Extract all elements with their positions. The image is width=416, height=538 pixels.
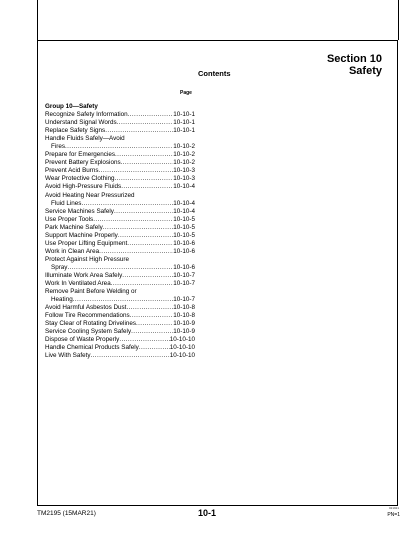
toc-entry-title: Live With Safety — [45, 352, 91, 360]
toc-entry — [45, 352, 195, 360]
toc-entry-page: 10-10-6 — [173, 263, 195, 271]
toc-entry-page: 10-10-6 — [173, 239, 195, 247]
toc-entry-title: Illuminate Work Area Safely — [45, 271, 123, 279]
toc-entry-title: Follow Tire Recommendations — [45, 312, 130, 320]
toc-leader-dots — [115, 175, 174, 183]
toc-entry: Remove Paint Before Welding or — [45, 288, 137, 296]
toc-entry-title: Wear Protective Clothing — [45, 175, 115, 183]
toc-entry — [45, 151, 195, 159]
toc-leader-dots — [115, 151, 173, 159]
top-left-rule — [37, 0, 38, 40]
toc-entry-title: Understand Signal Words — [45, 119, 117, 127]
toc-leader-dots — [130, 312, 174, 320]
toc-entry-title: Fires — [51, 143, 65, 151]
toc-entry — [45, 200, 195, 208]
footer-pn: PN=1 — [387, 512, 400, 518]
footer-code: 021921 — [388, 506, 399, 510]
footer-page-number: 10-1 — [198, 508, 217, 518]
toc-entry-title: Heating — [51, 296, 73, 304]
toc-entry — [45, 304, 195, 312]
toc-leader-dots — [99, 248, 173, 256]
toc-entry-page: 10-10-3 — [173, 167, 195, 175]
toc-entry: Handle Fluids Safely—Avoid — [45, 135, 125, 143]
toc-entry-page: 10-10-4 — [173, 183, 195, 191]
toc-entry — [45, 320, 195, 328]
toc-entry-title: Avoid High-Pressure Fluids — [45, 183, 122, 191]
toc-entry — [45, 312, 195, 320]
toc-entry-title: Stay Clear of Rotating Drivelines — [45, 320, 136, 328]
contents-heading: Contents — [198, 69, 231, 78]
toc-entry-page: 10-10-4 — [173, 207, 195, 215]
toc-entry — [45, 119, 195, 127]
toc-leader-dots — [121, 159, 174, 167]
toc-entry-page: 10-10-5 — [173, 223, 195, 231]
toc-leader-dots — [105, 127, 173, 135]
toc-entry-title: Support Machine Properly — [45, 231, 118, 239]
toc-entry-title: Service Machines Safely — [45, 207, 114, 215]
toc-entry-title: Fluid Lines — [51, 199, 82, 207]
toc-leader-dots — [99, 167, 174, 175]
toc-entry-page: 10-10-7 — [173, 280, 195, 288]
toc-entry-title: Prevent Battery Explosions — [45, 159, 121, 167]
toc-leader-dots — [131, 328, 173, 336]
toc-leader-dots — [67, 264, 173, 272]
toc-leader-dots — [93, 216, 173, 224]
toc-leader-dots — [121, 183, 173, 191]
toc-leader-dots — [81, 200, 173, 208]
toc-leader-dots — [119, 336, 169, 344]
toc-entry — [45, 167, 195, 175]
toc-entry-title: Recognize Safety Information — [45, 111, 128, 119]
toc-leader-dots — [139, 344, 170, 352]
toc-entry-title: Replace Safety Signs — [45, 127, 106, 135]
toc-entry-page: 10-10-3 — [173, 175, 195, 183]
toc-entry-title: Avoid Harmful Asbestos Dust — [45, 304, 127, 312]
toc-entry — [45, 183, 195, 191]
toc-entry — [45, 328, 195, 336]
toc-entry-title: Spray — [51, 263, 68, 271]
toc-entry-page: 10-10-1 — [173, 127, 195, 135]
toc-entry — [45, 264, 195, 272]
toc-entry-page: 10-10-5 — [173, 215, 195, 223]
toc-entry — [45, 216, 195, 224]
toc-entry — [45, 232, 195, 240]
toc-entry-title: Prepare for Emergencies — [45, 151, 115, 159]
top-right-rule — [398, 0, 399, 40]
toc-entry-page: 10-10-2 — [173, 159, 195, 167]
toc-entry-title: Prevent Acid Burns — [45, 167, 99, 175]
toc-leader-dots — [136, 320, 173, 328]
toc-entry-page: 10-10-10 — [169, 344, 195, 352]
toc-entry-page: 10-10-8 — [173, 304, 195, 312]
toc-entry-title: Work In Ventilated Area — [45, 280, 111, 288]
toc-entry — [45, 336, 195, 344]
footer-doc-id: TM2195 (15MAR21) — [37, 510, 96, 517]
toc-entry — [45, 127, 195, 135]
toc-entry-page: 10-10-7 — [173, 271, 195, 279]
toc-entry — [45, 240, 195, 248]
page-column-label: Page — [180, 90, 192, 96]
toc-entry-title: Use Proper Tools — [45, 215, 94, 223]
toc-entry — [45, 175, 195, 183]
table-of-contents — [45, 103, 195, 361]
toc-leader-dots — [126, 304, 173, 312]
toc-leader-dots — [117, 119, 174, 127]
group-title: Group 10—Safety — [45, 103, 98, 110]
toc-entry-page: 10-10-4 — [173, 199, 195, 207]
toc-leader-dots — [73, 296, 174, 304]
toc-entry: Avoid Heating Near Pressurized — [45, 191, 135, 199]
toc-leader-dots — [111, 280, 174, 288]
section-name: Safety — [348, 65, 382, 77]
toc-entry-page: 10-10-1 — [173, 119, 195, 127]
toc-entry — [45, 272, 195, 280]
toc-entry — [45, 280, 195, 288]
toc-entry-page: 10-10-10 — [169, 336, 195, 344]
toc-leader-dots — [118, 232, 173, 240]
toc-entry — [45, 143, 195, 151]
section-number: Section 10 — [326, 53, 382, 65]
toc-entry-title: Service Cooling System Safely — [45, 328, 132, 336]
toc-leader-dots — [114, 208, 173, 216]
toc-entry-page: 10-10-2 — [173, 151, 195, 159]
section-title — [327, 53, 382, 77]
toc-entry-page: 10-10-7 — [173, 296, 195, 304]
toc-entry-page: 10-10-5 — [173, 231, 195, 239]
toc-entry-page: 10-10-2 — [173, 143, 195, 151]
toc-leader-dots — [128, 111, 174, 119]
toc-entry-title: Dispose of Waste Properly — [45, 336, 120, 344]
toc-entry-title: Handle Chemical Products Safely — [45, 344, 139, 352]
toc-entry-page: 10-10-10 — [169, 352, 195, 360]
toc-entry — [45, 248, 195, 256]
toc-leader-dots — [91, 352, 170, 360]
toc-entry — [45, 159, 195, 167]
toc-entry — [45, 224, 195, 232]
toc-leader-dots — [122, 272, 173, 280]
toc-entry-title: Work in Clean Area — [45, 247, 100, 255]
toc-entry — [45, 344, 195, 352]
toc-leader-dots — [103, 224, 174, 232]
toc-entry — [45, 296, 195, 304]
toc-entry: Protect Against High Pressure — [45, 255, 129, 263]
toc-entry-page: 10-10-9 — [173, 320, 195, 328]
toc-entry-page: 10-10-1 — [173, 111, 195, 119]
toc-entry-title: Park Machine Safely — [45, 223, 103, 231]
toc-entry — [45, 111, 195, 119]
toc-leader-dots — [65, 143, 173, 151]
toc-entry-page: 10-10-6 — [173, 247, 195, 255]
toc-entry — [45, 208, 195, 216]
toc-entry-page: 10-10-9 — [173, 328, 195, 336]
toc-entry-page: 10-10-8 — [173, 312, 195, 320]
toc-leader-dots — [127, 240, 173, 248]
toc-entry-title: Use Proper Lifting Equipment — [45, 239, 128, 247]
